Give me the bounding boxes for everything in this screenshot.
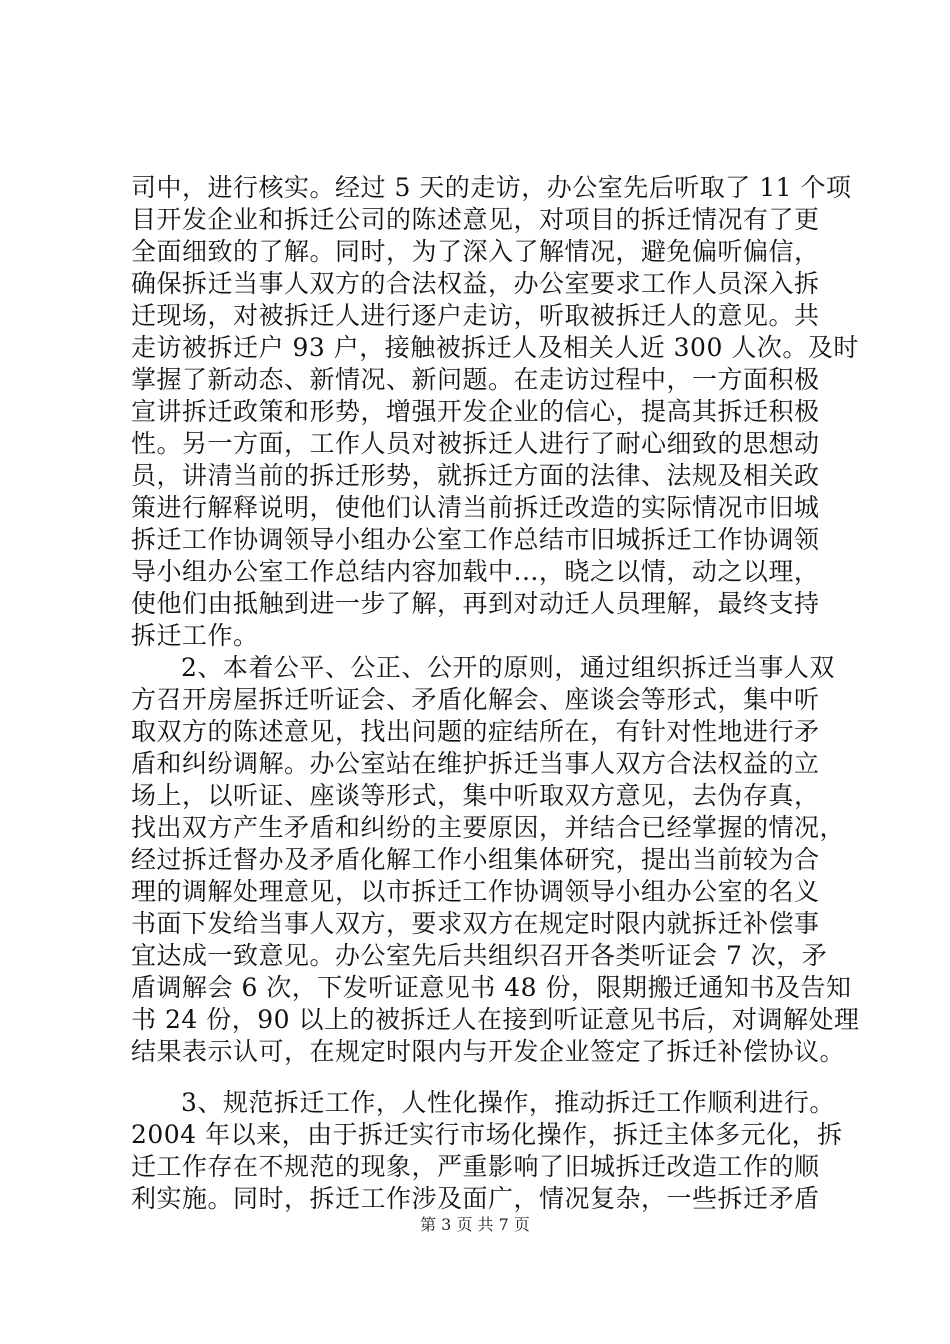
text-line: 拆迁工作。: [131, 621, 259, 650]
text-line: 导小组办公室工作总结内容加载中...，晓之以情，动之以理，: [131, 557, 820, 586]
text-line: 理的调解处理意见，以市拆迁工作协调领导小组办公室的名义: [131, 877, 820, 906]
text-line: 员，讲清当前的拆迁形势，就拆迁方面的法律、法规及相关政: [131, 461, 820, 490]
text-line: 性。另一方面，工作人员对被拆迁人进行了耐心细致的思想动: [131, 429, 820, 458]
text-line: 迁现场，对被拆迁人进行逐户走访，听取被拆迁人的意见。共: [131, 301, 820, 330]
page-number-footer: 第 3 页 共 7 页: [420, 1215, 530, 1234]
text-line: 拆迁工作协调领导小组办公室工作总结市旧城拆迁工作协调领: [131, 525, 820, 554]
text-line: 取双方的陈述意见，找出问题的症结所在，有针对性地进行矛: [131, 717, 820, 746]
text-line: 2、本着公平、公正、公开的原则，通过组织拆迁当事人双: [181, 653, 835, 682]
text-line: 使他们由抵触到进一步了解，再到对动迁人员理解，最终支持: [131, 589, 820, 618]
text-line: 书面下发给当事人双方，要求双方在规定时限内就拆迁补偿事: [131, 909, 820, 938]
text-line: 掌握了新动态、新情况、新问题。在走访过程中，一方面积极: [131, 365, 820, 394]
text-line: 盾和纠纷调解。办公室站在维护拆迁当事人双方合法权益的立: [131, 749, 820, 778]
text-line: 利实施。同时，拆迁工作涉及面广，情况复杂，一些拆迁矛盾: [131, 1184, 820, 1213]
text-line: 3、规范拆迁工作，人性化操作，推动拆迁工作顺利进行。: [181, 1088, 835, 1117]
text-line: 找出双方产生矛盾和纠纷的主要原因，并结合已经掌握的情况，: [131, 813, 846, 842]
text-line: 全面细致的了解。同时，为了深入了解情况，避免偏听偏信，: [131, 237, 820, 266]
text-line: 走访被拆迁户 93 户，接触被拆迁人及相关人近 300 人次。及时: [131, 333, 859, 362]
text-line: 方召开房屋拆迁听证会、矛盾化解会、座谈会等形式，集中听: [131, 685, 820, 714]
text-line: 宣讲拆迁政策和形势，增强开发企业的信心，提高其拆迁积极: [131, 397, 820, 426]
text-line: 迁工作存在不规范的现象，严重影响了旧城拆迁改造工作的顺: [131, 1152, 820, 1181]
text-line: 2004 年以来，由于拆迁实行市场化操作，拆迁主体多元化，拆: [131, 1120, 843, 1149]
text-line: 书 24 份，90 以上的被拆迁人在接到听证意见书后，对调解处理: [131, 1005, 860, 1034]
text-line: 目开发企业和拆迁公司的陈述意见，对项目的拆迁情况有了更: [131, 205, 820, 234]
text-line: 策进行解释说明，使他们认清当前拆迁改造的实际情况市旧城: [131, 493, 820, 522]
text-line: 结果表示认可，在规定时限内与开发企业签定了拆迁补偿协议。: [131, 1037, 846, 1066]
text-line: 司中，进行核实。经过 5 天的走访，办公室先后听取了 11 个项: [131, 173, 852, 202]
text-line: 盾调解会 6 次，下发听证意见书 48 份，限期搬迁通知书及告知: [131, 973, 852, 1002]
text-line: 经过拆迁督办及矛盾化解工作小组集体研究，提出当前较为合: [131, 845, 820, 874]
text-line: 宜达成一致意见。办公室先后共组织召开各类听证会 7 次，矛: [131, 941, 828, 970]
text-line: 场上，以听证、座谈等形式，集中听取双方意见，去伪存真，: [131, 781, 820, 810]
text-line: 确保拆迁当事人双方的合法权益，办公室要求工作人员深入拆: [131, 269, 820, 298]
